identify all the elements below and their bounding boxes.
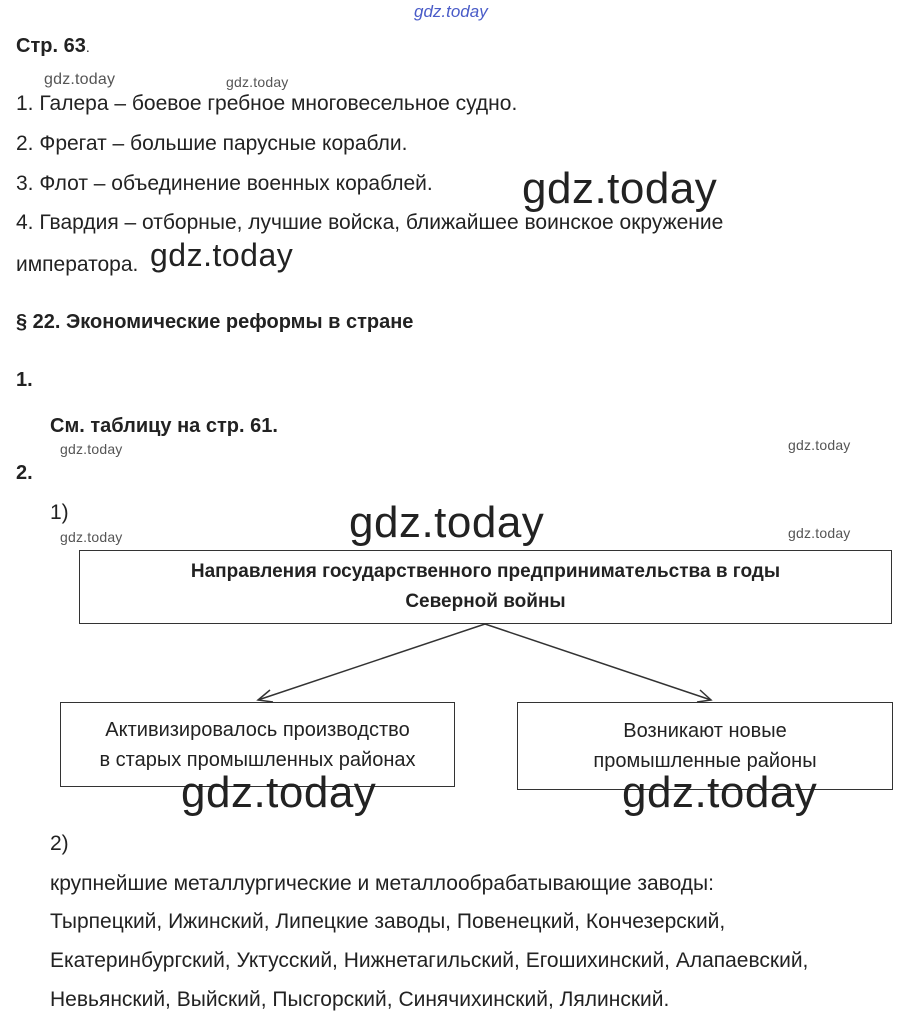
answer-line: Екатеринбургский, Уктусский, Нижнетагильский, Егошихинский, Алапаевский, [50,949,809,972]
page-reference-dot: . [85,39,90,55]
definition-item: 4. Гвардия – отборные, лучшие войска, ближайшее воинское окружение [16,211,724,234]
question-number: 1. [16,369,33,391]
diagram-arrow-left [258,624,485,700]
watermark-large: gdz.today [622,768,818,817]
diagram-left-line: в старых промышленных районах [99,748,416,771]
question-number: 2. [16,462,33,484]
diagram-main-line: Северной войны [405,591,566,612]
page-reference-text: Стр. 63 [16,35,86,57]
diagram-arrow-right [485,624,711,700]
watermark-small: gdz.today [60,529,123,545]
diagram-left-line: Активизировалось производство [105,718,410,741]
watermark-small: gdz.today [788,437,851,453]
watermark-small: gdz.today [226,74,289,90]
diagram-right-line: Возникают новые [623,720,787,742]
question-answer: См. таблицу на стр. 61. [50,415,278,437]
section-title: § 22. Экономические реформы в стране [16,311,414,333]
watermark-large: gdz.today [349,498,545,547]
sub-label: 1) [50,501,69,524]
diagram-right-line: промышленные районы [593,750,817,772]
watermark-large: gdz.today [181,768,377,817]
definition-item-continued: императора. [16,253,139,276]
definition-item: 2. Фрегат – большие парусные корабли. [16,132,408,155]
answer-line: Невьянский, Выйский, Пысгорский, Синячихинский, Лялинский. [50,988,670,1011]
watermark-large: gdz.today [150,237,294,273]
answer-line: крупнейшие металлургические и металлообрабатывающие заводы: [50,872,714,895]
watermark-small: gdz.today [60,441,123,457]
diagram-main-line: Направления государственного предпринимательства в годы [190,561,781,582]
watermark-small: gdz.today [788,525,851,541]
definition-item: 1. Галера – боевое гребное многовесельное судно. [16,92,518,115]
watermark-large: gdz.today [522,164,718,213]
definition-item: 3. Флот – объединение военных кораблей. [16,172,433,195]
watermark-top: gdz.today [414,2,488,21]
sub-label: 2) [50,832,69,855]
answer-line: Тырпецкий, Ижинский, Липецкие заводы, Повенецкий, Кончезерский, [50,910,726,933]
watermark-small: gdz.today [44,71,116,88]
